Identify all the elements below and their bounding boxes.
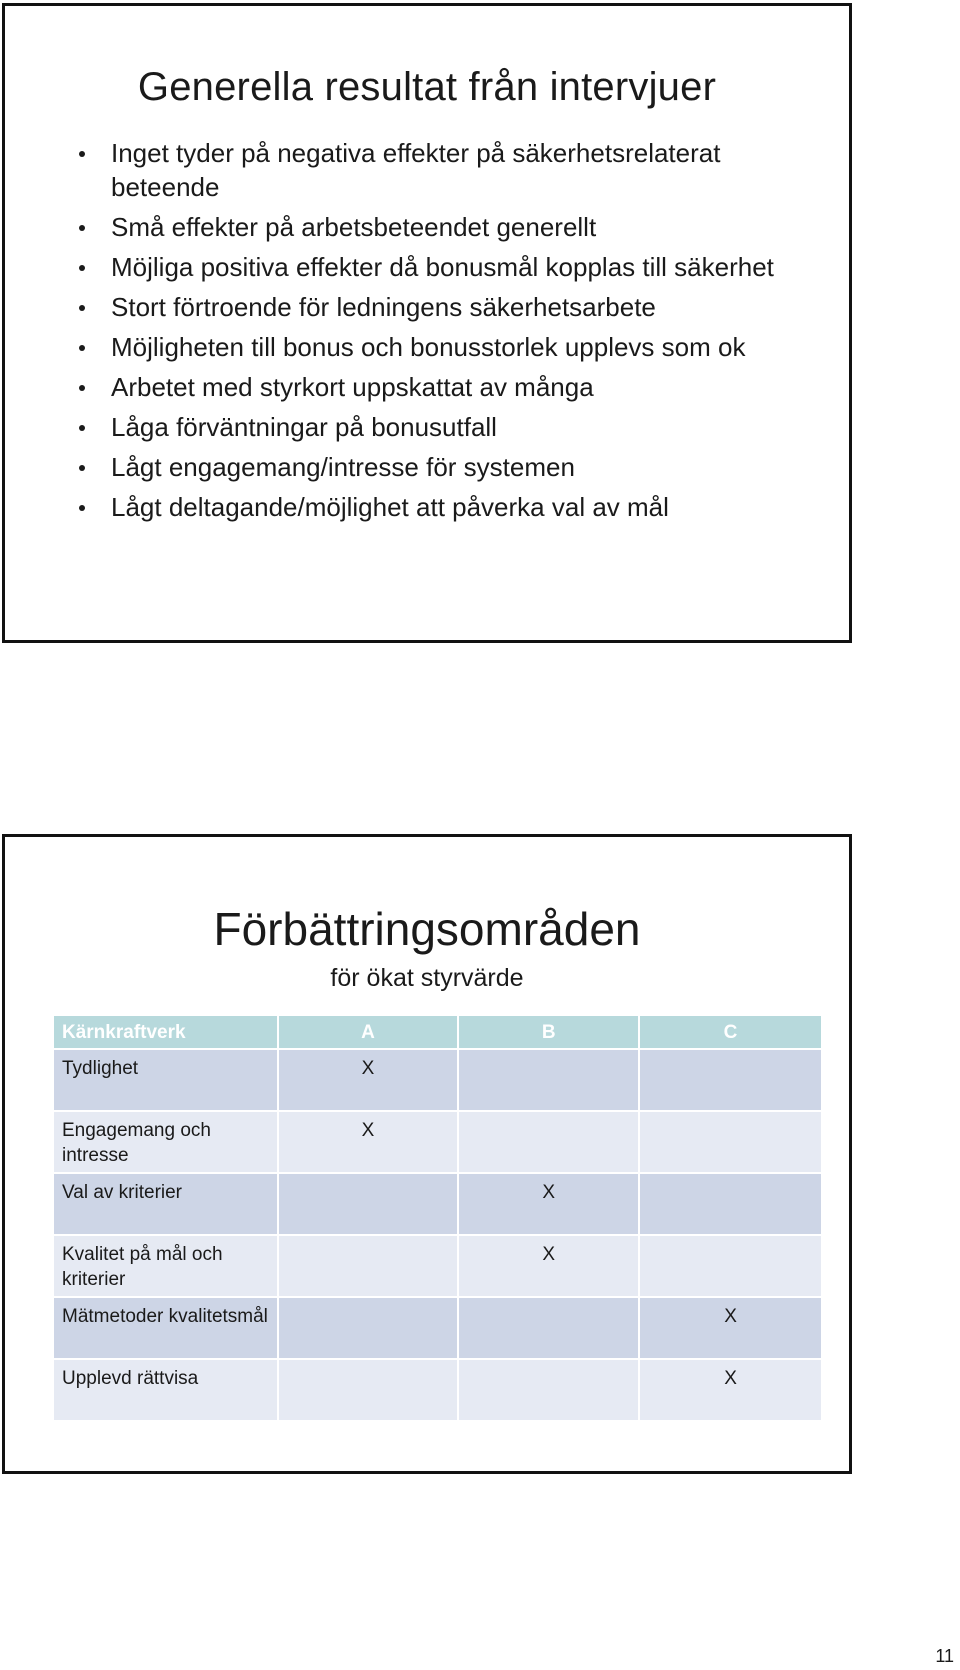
slide-title: Förbättringsområden xyxy=(213,903,641,955)
row-label: Mätmetoder kvalitetsmål xyxy=(53,1297,278,1359)
cell-c xyxy=(639,1235,822,1297)
table-row xyxy=(53,1049,822,1111)
bullet-item xyxy=(77,410,817,444)
cell-a xyxy=(278,1297,459,1359)
table-row xyxy=(53,1111,822,1173)
bullet-icon xyxy=(79,305,85,311)
bullet-item xyxy=(77,290,817,324)
cell-c: X xyxy=(639,1359,822,1421)
bullet-text: Arbetet med styrkort uppskattat av många xyxy=(111,372,594,402)
bullet-item xyxy=(77,250,817,284)
bullet-item xyxy=(77,330,817,364)
cell-c xyxy=(639,1173,822,1235)
bullet-item xyxy=(77,490,817,524)
table-row xyxy=(53,1359,822,1421)
bullet-icon xyxy=(79,425,85,431)
bullet-icon xyxy=(79,505,85,511)
row-label: Val av kriterier xyxy=(53,1173,278,1235)
bullet-text: Låga förväntningar på bonusutfall xyxy=(111,412,497,442)
bullet-icon xyxy=(79,265,85,271)
cell-b xyxy=(458,1359,639,1421)
bullet-text: Inget tyder på negativa effekter på säkerhetsrelaterat beteende xyxy=(111,138,721,202)
row-label: Upplevd rättvisa xyxy=(53,1359,278,1421)
slide-improvement-areas xyxy=(2,834,852,1474)
table-header-row xyxy=(53,1015,822,1049)
bullet-text: Stort förtroende för ledningens säkerhetsarbete xyxy=(111,292,656,322)
table-row xyxy=(53,1297,822,1359)
cell-a xyxy=(278,1235,459,1297)
cell-b: X xyxy=(458,1173,639,1235)
slide-general-results xyxy=(2,3,852,643)
row-label: Engagemang och intresse xyxy=(53,1111,278,1173)
cell-c: X xyxy=(639,1297,822,1359)
header-a: A xyxy=(278,1015,459,1049)
cell-b xyxy=(458,1049,639,1111)
cell-c xyxy=(639,1049,822,1111)
cell-c xyxy=(639,1111,822,1173)
bullet-text: Små effekter på arbetsbeteendet generellt xyxy=(111,212,597,242)
cell-a xyxy=(278,1359,459,1421)
cell-b: X xyxy=(458,1235,639,1297)
page-number: 11 xyxy=(935,1646,954,1666)
row-label: Tydlighet xyxy=(53,1049,278,1111)
bullet-icon xyxy=(79,465,85,471)
slide-subtitle: för ökat styrvärde xyxy=(330,964,524,992)
bullet-list xyxy=(77,136,817,530)
bullet-icon xyxy=(79,151,85,157)
table-row xyxy=(53,1235,822,1297)
slide-title: Generella resultat från intervjuer xyxy=(137,65,717,109)
improvement-table xyxy=(52,1014,823,1422)
header-b: B xyxy=(458,1015,639,1049)
bullet-item xyxy=(77,136,817,204)
bullet-text: Lågt engagemang/intresse för systemen xyxy=(111,452,575,482)
cell-b xyxy=(458,1297,639,1359)
bullet-text: Möjligheten till bonus och bonusstorlek upplevs som ok xyxy=(111,332,746,362)
table-row xyxy=(53,1173,822,1235)
bullet-item xyxy=(77,450,817,484)
bullet-item xyxy=(77,210,817,244)
bullet-icon xyxy=(79,385,85,391)
bullet-text: Lågt deltagande/möjlighet att påverka val av mål xyxy=(111,492,669,522)
bullet-item xyxy=(77,370,817,404)
cell-a: X xyxy=(278,1049,459,1111)
header-plant: Kärnkraftverk xyxy=(53,1015,278,1049)
header-c: C xyxy=(639,1015,822,1049)
cell-b xyxy=(458,1111,639,1173)
row-label: Kvalitet på mål och kriterier xyxy=(53,1235,278,1297)
cell-a: X xyxy=(278,1111,459,1173)
cell-a xyxy=(278,1173,459,1235)
bullet-text: Möjliga positiva effekter då bonusmål kopplas till säkerhet xyxy=(111,252,774,282)
bullet-icon xyxy=(79,345,85,351)
bullet-icon xyxy=(79,225,85,231)
